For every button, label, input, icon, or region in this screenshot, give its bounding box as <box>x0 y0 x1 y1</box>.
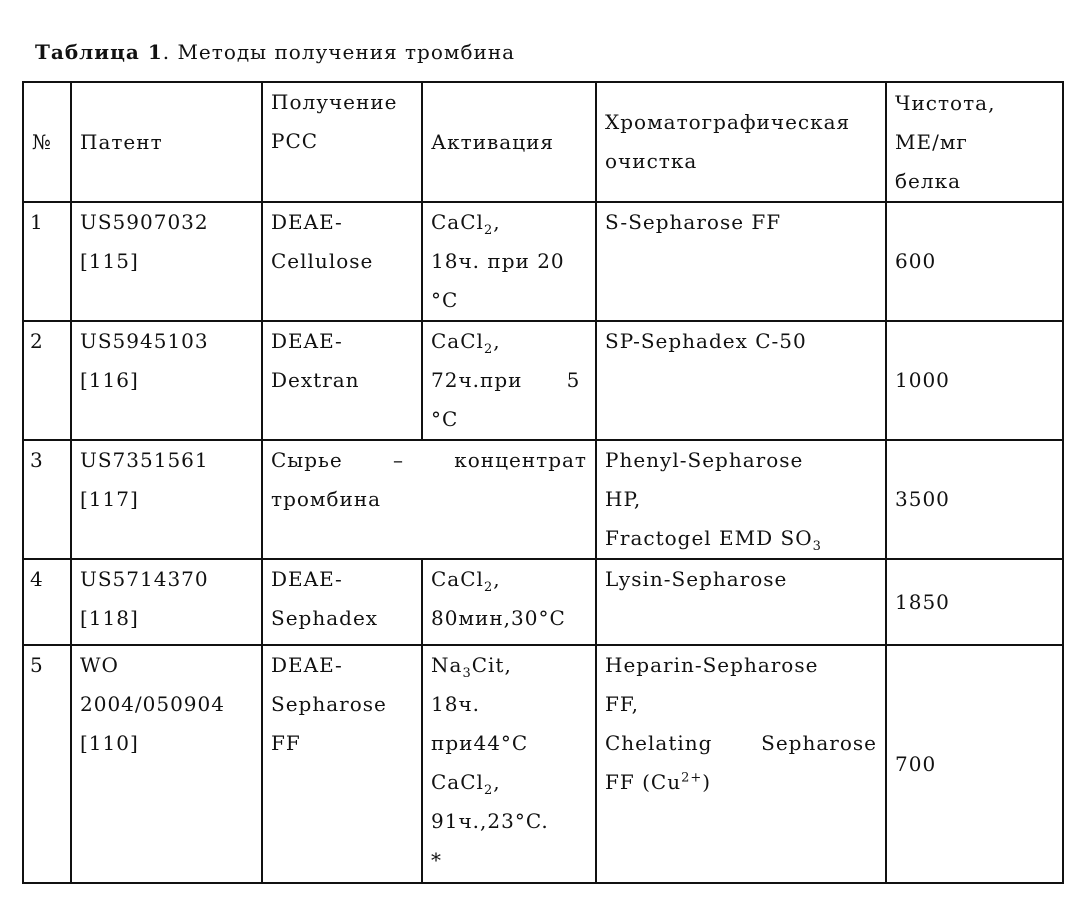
header-chromatography: Хроматографическая очистка <box>596 82 886 202</box>
row-activation: CaCl$_2$, 72ч.при 5 °C <box>422 321 596 440</box>
row-patent: US7351561 [117] <box>71 440 262 559</box>
row-chromatography: Phenyl-Sepharose HP, Fractogel EMD $SO_3$ <box>596 440 886 559</box>
table-row <box>23 559 1063 645</box>
caption-label: Таблица 1 <box>35 40 163 64</box>
thrombin-methods-table <box>22 81 1064 884</box>
row-patent: WO 2004/050904 [110] <box>71 645 262 883</box>
row-activation: CaCl$_2$, 18ч. при 20 °C <box>422 202 596 321</box>
row-activation: $Na_3Cit$, 18ч. при44°C CaCl$_2$, 91ч.,23°C. * <box>422 645 596 883</box>
row-patent: US5907032 [115] <box>71 202 262 321</box>
row-num: 4 <box>23 559 71 645</box>
header-activation: Активация <box>422 82 596 202</box>
row-purity: 600 <box>886 202 1063 321</box>
row-chromatography: Heparin-Sepharose FF, Chelating Sepharose FF $(Cu^{2+})$ <box>596 645 886 883</box>
row-purity: 3500 <box>886 440 1063 559</box>
row-pcc: DEAE- Sepharose FF <box>262 645 422 883</box>
row-chromatography: Lysin-Sepharose <box>596 559 886 645</box>
row-chromatography: S-Sepharose FF <box>596 202 886 321</box>
table-row <box>23 440 1063 559</box>
caption-text: . Методы получения тромбина <box>162 40 516 64</box>
row-patent: US5714370 [118] <box>71 559 262 645</box>
header-num: № <box>23 82 71 202</box>
row-purity: 700 <box>886 645 1063 883</box>
row-purity: 1000 <box>886 321 1063 440</box>
row-activation: CaCl$_2$, 80мин,30°C <box>422 559 596 645</box>
row-num: 2 <box>23 321 71 440</box>
row-purity: 1850 <box>886 559 1063 645</box>
header-pcc: Получение PCC <box>262 82 422 202</box>
table-caption <box>35 40 515 64</box>
header-patent: Патент <box>71 82 262 202</box>
table-row <box>23 202 1063 321</box>
row-num: 1 <box>23 202 71 321</box>
header-purity: Чистота, МЕ/мг белка <box>886 82 1063 202</box>
row-chromatography: SP-Sephadex C-50 <box>596 321 886 440</box>
header-row <box>23 82 1063 202</box>
row-num: 3 <box>23 440 71 559</box>
row-patent: US5945103 [116] <box>71 321 262 440</box>
row-pcc: DEAE- Dextran <box>262 321 422 440</box>
row-pcc: DEAE- Sephadex <box>262 559 422 645</box>
table-row <box>23 321 1063 440</box>
row-pcc: DEAE- Cellulose <box>262 202 422 321</box>
row-num: 5 <box>23 645 71 883</box>
table-row <box>23 645 1063 883</box>
row-raw-material: Сырье – концентрат тромбина <box>262 440 596 559</box>
